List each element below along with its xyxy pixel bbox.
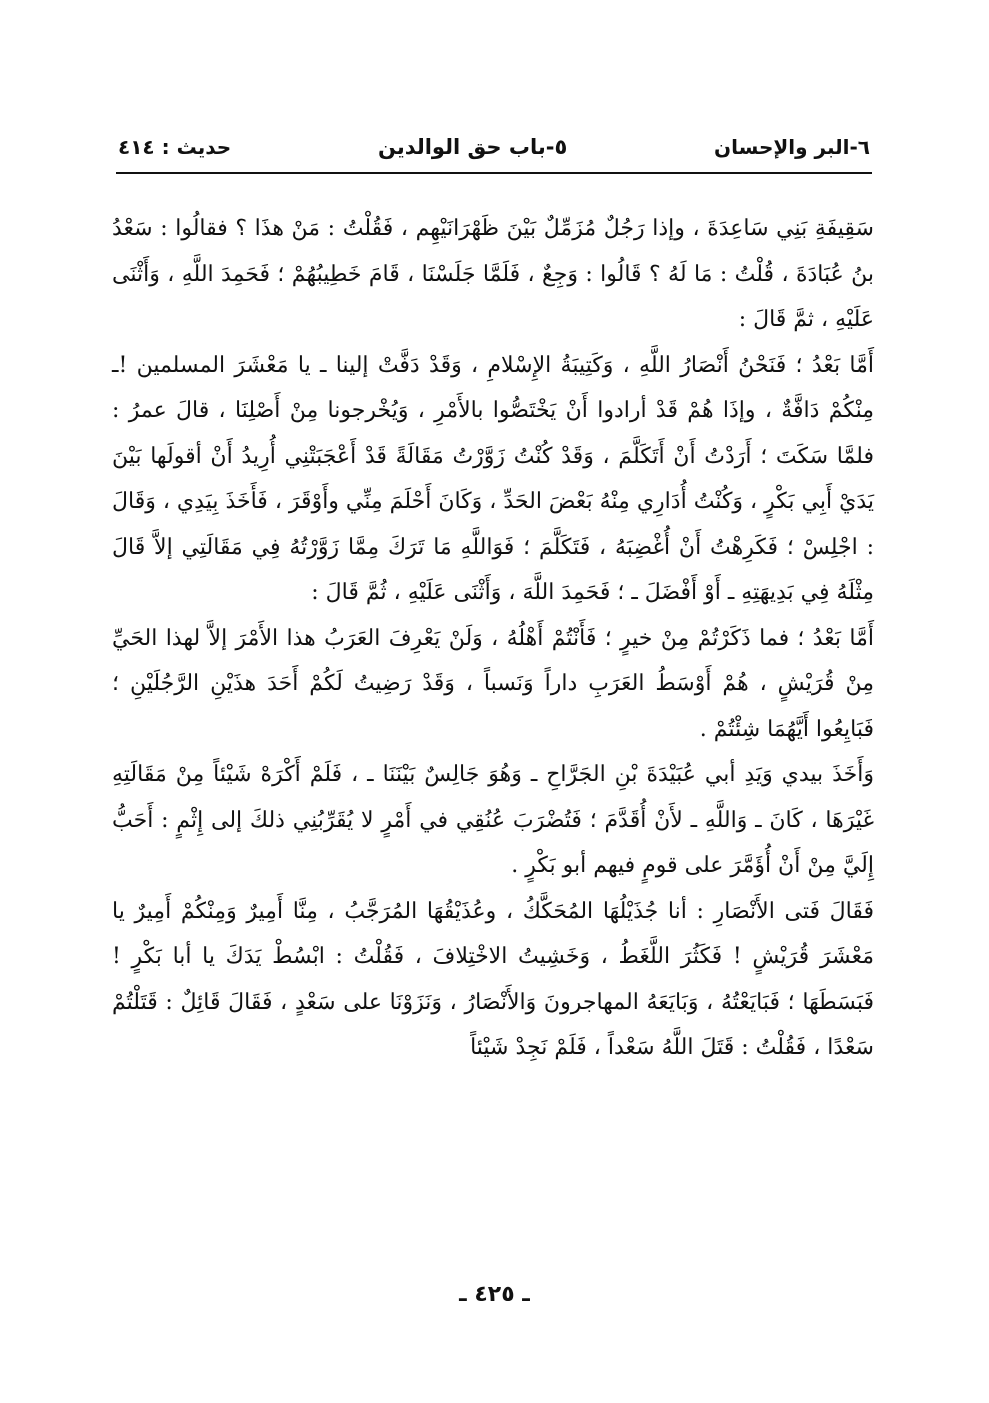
page-number: ـ ٤٢٥ ـ [459,1282,530,1307]
header-divider [116,172,872,174]
paragraph: وَأَخَذَ بيدي وَيَدِ أبي عُبَيْدَةَ بْنِ الجَرَّاحِ ـ وَهُوَ جَالِسٌ بَيْنَنَا ـ ، فَلَمْ أَكْرَهْ شَيْئاً مِنْ مَقَالَتِهِ غَيْرَهَا ، كَانَ ـ وَاللَّهِ ـ لأَنْ أُقَدَّمَ ؛ فَتُضْرَبَ عُنُقِي في أَمْرٍ لا يُقَرِّبُنِي ذلكَ إلى إِثْمٍ : أَحَبُّ إِلَيَّ مِنْ أَنْ أُؤَمَّرَ على قومٍ فيهم أبو بَكْرٍ . [112,762,874,878]
main-text [112,206,874,1071]
hadith-number: حديث : ٤١٤ [118,135,232,159]
paragraph: أَمَّا بَعْدُ ؛ فَنَحْنُ أَنْصَارُ اللَّهِ ، وَكَتِيبَةُ الإِسْلامِ ، وَقَدْ دَفَّتْ إلينا ـ يا مَعْشَرَ المسلمين !ـ مِنْكُمْ دَافَّةٌ ، وإذَا هُمْ قَدْ أرادوا أَنْ يَخْتَصُّوا بالأَمْرِ ، وَيُخْرجونا مِنْ أَصْلِنَا ، قالَ عمرُ : فلمَّا سَكَتَ ؛ أَرَدْتُ أَنْ أَتَكَلَّمَ ، وَقَدْ كُنْتُ زَوَّرْتُ مَقَالَةً قَدْ أَعْجَبَتْنِي أُرِيدُ أَنْ أقولَها بَيْنَ يَدَيْ أَبِي بَكْرٍ ، وَكُنْتُ أُدَارِي مِنْهُ بَعْضَ الحَدِّ ، وَكَانَ أَحْلَمَ مِنِّي وأَوْقَرَ ، فَأَخَذَ بِيَدِي ، وَقَالَ : اجْلِسْ ؛ فَكَرِهْتُ أَنْ أُغْضِبَهُ ، فَتَكَلَّمَ ؛ فَوَاللَّهِ مَا تَرَكَ مِمَّا زَوَّرْتُهُ فِي مَقَالَتِي إلاَّ قَالَ مِثْلَهُ فِي بَدِيهَتِهِ ـ أَوْ أَفْضَلَ ـ ؛ فَحَمِدَ اللَّهَ ، وَأَثْنَى عَلَيْهِ ، ثُمَّ قَالَ : [112,352,874,605]
chapter-title: ٦-البر والإحسان [714,135,870,159]
section-title: ٥-باب حق الوالدين [377,135,568,159]
paragraph: فَقَالَ فَتى الأَنْصَارِ : أنا جُذَيْلُهَا المُحَكَّكُ ، وعُذَيْقُهَا المُرَجَّبُ ، مِنَّا أَمِيرٌ وَمِنْكُمْ أَمِيرٌ يا مَعْشَرَ قُرَيْشٍ ! فَكَثُرَ اللَّغَطُ ، وَخَشِيتُ الاخْتِلافَ ، فَقُلْتُ : ابْسُطْ يَدَكَ يا أبا بَكْرٍ ! فَبَسَطَهَا ؛ فَبَايَعْتُهُ ، وَبَايَعَهُ المهاجرونَ وَالأَنْصَارُ ، وَنَزَوْنَا على سَعْدٍ ، فَقَالَ قَائِلٌ : قَتَلْتُمْ سَعْدًا ، فَقُلْتُ : قَتَلَ اللَّهُ سَعْداً ، فَلَمْ نَجِدْ شَيْئاً [112,898,874,1060]
paragraph: سَقِيفَةِ بَنِي سَاعِدَةَ ، وإذا رَجُلٌ مُزَمِّلٌ بَيْنَ ظَهْرَانَيْهِم ، فَقُلْتُ : مَنْ هذَا ؟ فقالُوا : سَعْدُ بنُ عُبَادَةَ ، قُلْتُ : مَا لَهُ ؟ قَالُوا : وَجِعٌ ، فَلَمَّا جَلَسْنَا ، قَامَ خَطِيبُهُمْ ؛ فَحَمِدَ اللَّهِ ، وَأَثْنَى عَلَيْهِ ، ثمَّ قَالَ : [112,216,874,332]
paragraph: أَمَّا بَعْدُ ؛ فما ذَكَرْتُمْ مِنْ خيرٍ ؛ فَأَنْتُمْ أَهْلُهُ ، وَلَنْ يَعْرِفَ العَرَبُ هذا الأَمْرَ إلاَّ لهذا الحَيِّ مِنْ قُرَيْشٍ ، هُمْ أَوْسَطُ العَرَبِ داراً وَنَسباً ، وَقَدْ رَضِيتُ لَكُمْ أَحَدَ هذَيْنِ الرَّجُلَيْنِ ؛ فَبَايِعُوا أَيَّهُمَا شِئْتُمْ . [112,625,874,742]
running-header [118,126,870,168]
